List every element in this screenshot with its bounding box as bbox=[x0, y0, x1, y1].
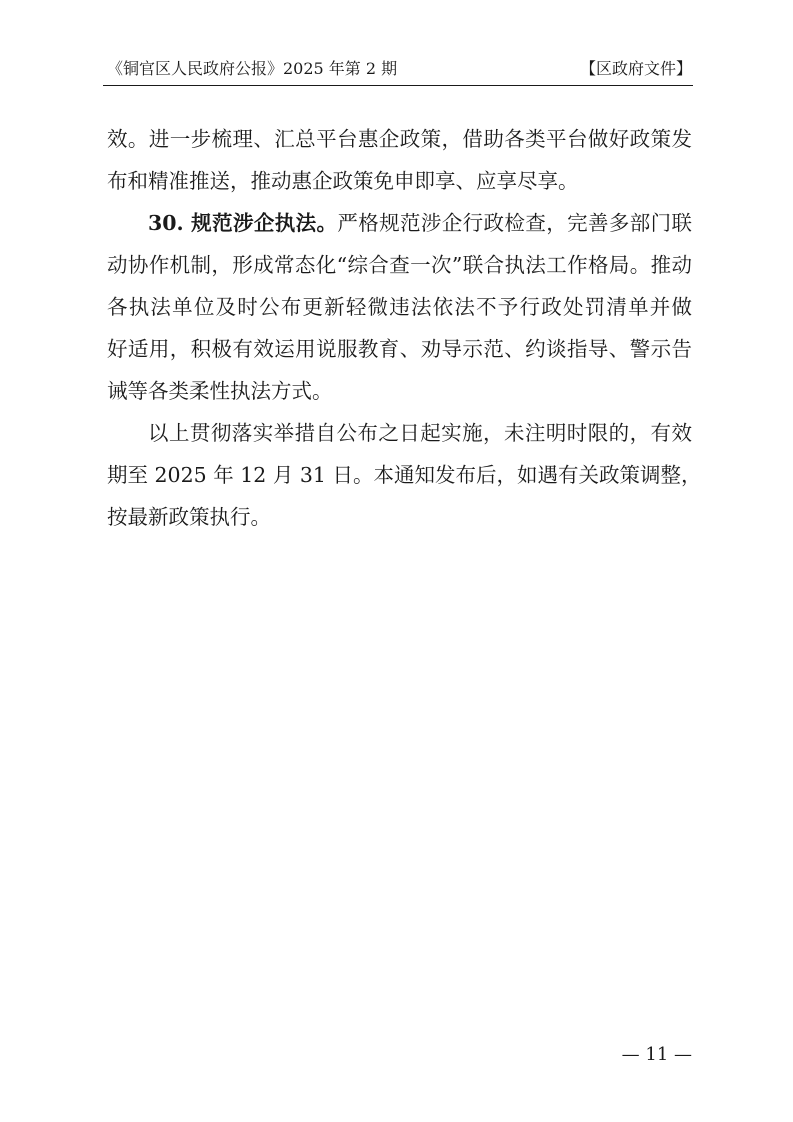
text-line-content: 严格规范涉企行政检查，完善多部门联 bbox=[337, 211, 692, 235]
paragraph-policy-push bbox=[107, 118, 692, 202]
text-line: 各执法单位及时公布更新轻微违法依法不予行政处罚清单并做 bbox=[107, 295, 692, 319]
text-line: 诫等各类柔性执法方式。 bbox=[107, 379, 333, 403]
text-line: 布和精准推送，推动惠企政策免申即享、应享尽享。 bbox=[107, 169, 579, 193]
item-heading: 30. 规范涉企执法。 bbox=[148, 211, 338, 235]
text-line: 按最新政策执行。 bbox=[107, 505, 271, 529]
page-number: — 11 — bbox=[621, 1044, 692, 1065]
text-line: 以上贯彻落实举措自公布之日起实施，未注明时限的，有效 bbox=[148, 421, 692, 445]
text-line: 期至 2025 年 12 月 31 日。本通知发布后，如遇有关政策调整， bbox=[107, 463, 702, 487]
header-divider bbox=[103, 85, 693, 86]
text-line bbox=[107, 202, 692, 244]
paragraph-effective-date bbox=[107, 412, 702, 538]
bulletin-title: 《铜官区人民政府公报》2025 年第 2 期 bbox=[107, 59, 398, 78]
text-line: 效。进一步梳理、汇总平台惠企政策，借助各类平台做好政策发 bbox=[107, 127, 692, 151]
text-line: 动协作机制，形成常态化“综合查一次”联合执法工作格局。推动 bbox=[107, 253, 692, 277]
section-label: 【区政府文件】 bbox=[579, 59, 692, 78]
text-line: 好适用，积极有效运用说服教育、劝导示范、约谈指导、警示告 bbox=[107, 337, 692, 361]
paragraph-enforcement bbox=[107, 202, 692, 412]
document-body bbox=[107, 118, 702, 538]
page-header bbox=[107, 56, 692, 82]
